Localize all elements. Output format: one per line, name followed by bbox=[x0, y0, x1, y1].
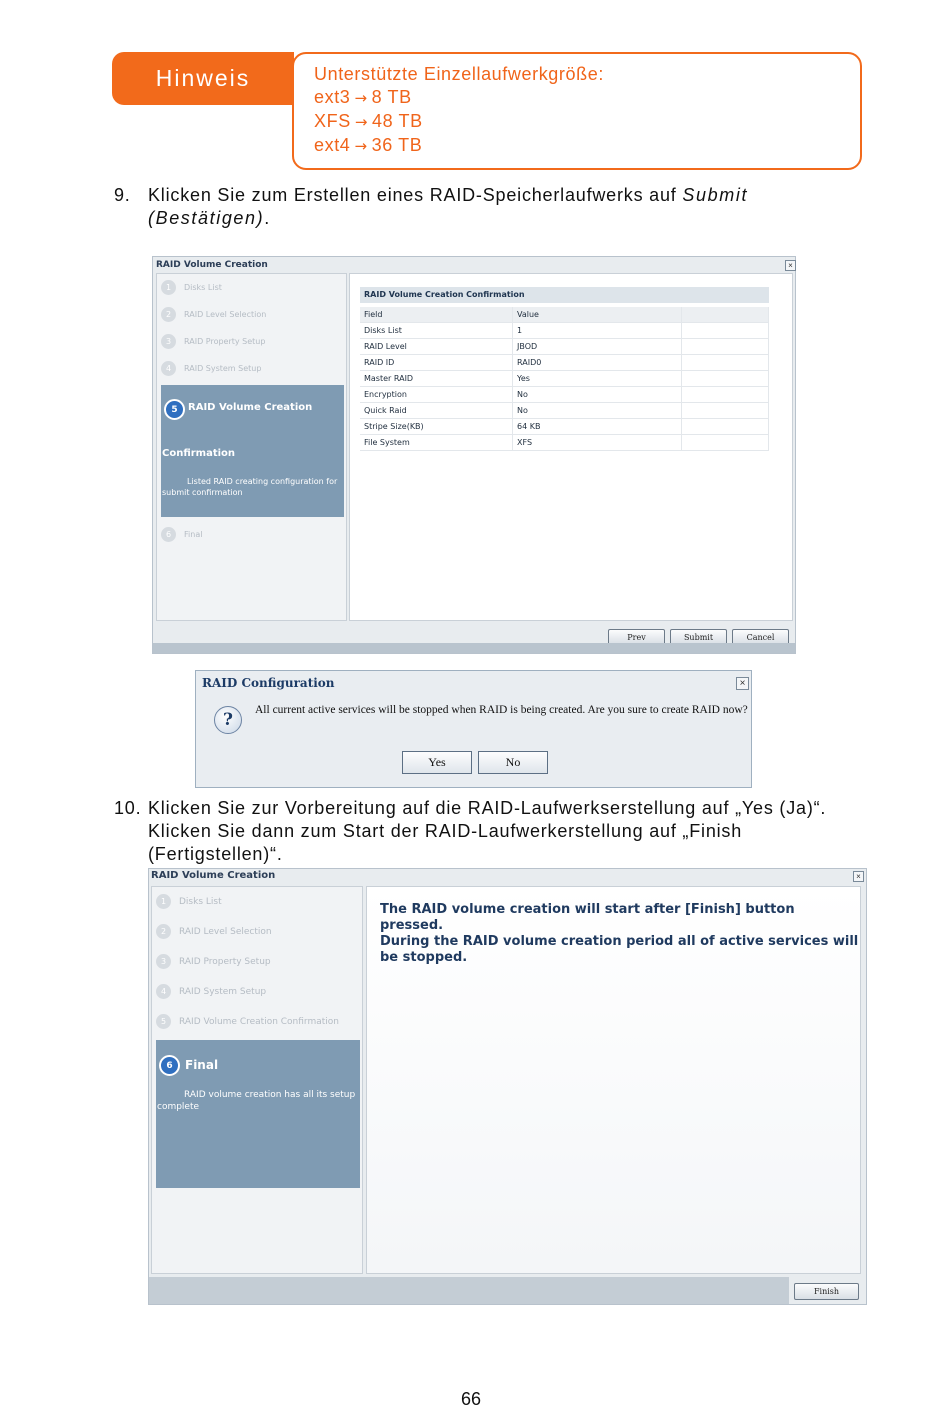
table-cell: Disks List bbox=[360, 323, 513, 339]
hint-row bbox=[314, 134, 860, 158]
table-cell: File System bbox=[360, 435, 513, 451]
table-row bbox=[360, 435, 769, 451]
final-message-line: During the RAID volume creation period all of active services will bbox=[380, 934, 859, 949]
step-9-confirm: (Bestätigen) bbox=[148, 208, 265, 228]
close-icon[interactable]: × bbox=[853, 871, 864, 882]
step-10-line: Klicken Sie zur Vorbereitung auf die RAID-Laufwerkserstellung auf „Yes (Ja)“. bbox=[148, 798, 827, 818]
step-label: Disks List bbox=[184, 283, 222, 292]
wizard-step-raid-system bbox=[161, 361, 261, 376]
step-label: RAID Volume Creation Confirmation bbox=[179, 1016, 339, 1027]
confirmation-table bbox=[360, 307, 769, 451]
step-label: Final bbox=[184, 530, 203, 539]
active-step-desc: submit confirmation bbox=[162, 488, 243, 497]
table-cell bbox=[682, 355, 769, 371]
table-cell: RAID ID bbox=[360, 355, 513, 371]
active-step-desc: Listed RAID creating configuration for bbox=[187, 477, 338, 486]
wizard-step-disks-list bbox=[161, 280, 222, 295]
yes-button[interactable]: Yes bbox=[402, 751, 472, 774]
step-number: 4 bbox=[156, 984, 171, 999]
active-step-title: RAID Volume Creation bbox=[188, 402, 313, 413]
window-title: RAID Volume Creation bbox=[156, 260, 268, 270]
step-number: 6 bbox=[161, 527, 176, 542]
table-cell: XFS bbox=[513, 435, 682, 451]
wizard-step-raid-level bbox=[156, 924, 272, 939]
finish-button[interactable]: Finish bbox=[794, 1283, 859, 1300]
hint-row bbox=[314, 110, 860, 134]
submit-button[interactable]: Submit bbox=[670, 629, 727, 645]
prev-button[interactable]: Prev bbox=[608, 629, 665, 645]
step-label: Disks List bbox=[179, 896, 222, 907]
page-number: 66 bbox=[461, 1389, 482, 1409]
table-cell bbox=[682, 435, 769, 451]
table-cell bbox=[682, 403, 769, 419]
wizard-step-raid-property bbox=[161, 334, 265, 349]
close-icon[interactable]: × bbox=[785, 260, 796, 271]
table-cell: JBOD bbox=[513, 339, 682, 355]
wizard-content bbox=[366, 886, 861, 1274]
dialog-message: All current active services will be stopped when RAID is being created. Are you sure to create RAID now? bbox=[255, 704, 748, 716]
step-number: 4 bbox=[161, 361, 176, 376]
step-label: RAID Level Selection bbox=[184, 310, 267, 319]
table-cell: No bbox=[513, 403, 682, 419]
step-10-text bbox=[148, 797, 938, 866]
hint-size: 36 TB bbox=[371, 135, 423, 155]
step-label: RAID Property Setup bbox=[179, 956, 271, 967]
active-step-title: Final bbox=[185, 1058, 219, 1072]
table-cell bbox=[682, 371, 769, 387]
table-row bbox=[360, 419, 769, 435]
active-step-desc: RAID volume creation has all its setup bbox=[184, 1090, 356, 1100]
raid-confirmation-dialog bbox=[195, 670, 752, 788]
wizard-step-raid-system bbox=[156, 984, 266, 999]
table-row bbox=[360, 371, 769, 387]
table-cell: Yes bbox=[513, 371, 682, 387]
arrow-right-icon: → bbox=[354, 89, 368, 107]
table-row bbox=[360, 323, 769, 339]
cancel-button[interactable]: Cancel bbox=[732, 629, 789, 645]
wizard-step-active bbox=[156, 1040, 360, 1188]
wizard-step-final bbox=[161, 527, 202, 542]
table-cell bbox=[682, 387, 769, 403]
table-cell: Encryption bbox=[360, 387, 513, 403]
hint-fs: ext4 bbox=[314, 135, 351, 155]
wizard-step-active bbox=[161, 385, 344, 517]
step-9-body: Klicken Sie zum Erstellen eines RAID-Speicherlaufwerks auf bbox=[148, 185, 677, 205]
table-row bbox=[360, 339, 769, 355]
table-cell: 1 bbox=[513, 323, 682, 339]
raid-wizard-final-window bbox=[148, 868, 867, 1305]
step-number: 5 bbox=[156, 1014, 171, 1029]
hint-size: 8 TB bbox=[371, 87, 412, 107]
step-9-text bbox=[148, 184, 848, 230]
table-cell: Quick Raid bbox=[360, 403, 513, 419]
step-number: 2 bbox=[161, 307, 176, 322]
arrow-right-icon: → bbox=[354, 113, 368, 131]
step-number: 3 bbox=[156, 954, 171, 969]
table-cell bbox=[682, 323, 769, 339]
table-cell bbox=[682, 419, 769, 435]
table-cell: Stripe Size(KB) bbox=[360, 419, 513, 435]
step-number: 6 bbox=[159, 1055, 180, 1076]
no-button[interactable]: No bbox=[478, 751, 548, 774]
wizard-step-raid-property bbox=[156, 954, 271, 969]
step-9-end: . bbox=[264, 208, 271, 228]
dialog-title: RAID Configuration bbox=[202, 676, 335, 690]
hint-heading: Unterstützte Einzellaufwerkgröße: bbox=[314, 64, 604, 84]
table-row bbox=[360, 403, 769, 419]
active-step-desc: complete bbox=[157, 1102, 200, 1112]
wizard-step-raid-level bbox=[161, 307, 266, 322]
wizard-steps bbox=[151, 886, 363, 1274]
step-label: RAID System Setup bbox=[179, 986, 267, 997]
step-9-number: 9. bbox=[114, 185, 131, 205]
step-number: 1 bbox=[156, 894, 171, 909]
hint-fs: XFS bbox=[314, 111, 351, 131]
hint-row bbox=[314, 86, 860, 110]
hint-fs: ext3 bbox=[314, 87, 351, 107]
table-cell: 64 KB bbox=[513, 419, 682, 435]
column-header: Field bbox=[360, 307, 513, 323]
table-cell: No bbox=[513, 387, 682, 403]
step-label: RAID Level Selection bbox=[179, 926, 272, 937]
final-message bbox=[380, 902, 860, 966]
hint-box bbox=[292, 52, 862, 170]
window-title: RAID Volume Creation bbox=[151, 870, 276, 881]
taskbar bbox=[149, 1277, 789, 1304]
step-number: 5 bbox=[164, 399, 185, 420]
table-cell: RAID0 bbox=[513, 355, 682, 371]
step-10-line: (Fertigstellen)“. bbox=[148, 844, 283, 864]
wizard-step-disks-list bbox=[156, 894, 222, 909]
step-10-line: Klicken Sie dann zum Start der RAID-Laufwerkerstellung auf „Finish bbox=[148, 821, 743, 841]
final-message-line: be stopped. bbox=[380, 950, 468, 965]
taskbar bbox=[153, 643, 795, 653]
final-message-line: The RAID volume creation will start after [Finish] button pressed. bbox=[380, 902, 795, 933]
hint-label: Hinweis bbox=[112, 52, 294, 105]
step-10-number: 10. bbox=[114, 798, 142, 818]
table-cell bbox=[682, 339, 769, 355]
table-row bbox=[360, 355, 769, 371]
close-icon[interactable]: × bbox=[736, 677, 749, 690]
table-cell: RAID Level bbox=[360, 339, 513, 355]
question-icon: ? bbox=[214, 706, 242, 734]
raid-wizard-window bbox=[152, 256, 796, 654]
step-label: RAID System Setup bbox=[184, 364, 262, 373]
step-9-submit: Submit bbox=[682, 185, 749, 205]
column-header: Value bbox=[513, 307, 682, 323]
step-number: 3 bbox=[161, 334, 176, 349]
step-label: RAID Property Setup bbox=[184, 337, 266, 346]
wizard-steps bbox=[156, 273, 347, 621]
column-header bbox=[682, 307, 769, 323]
active-step-subtitle: Confirmation bbox=[162, 448, 236, 459]
confirmation-table-title: RAID Volume Creation Confirmation bbox=[360, 287, 769, 303]
table-cell: Master RAID bbox=[360, 371, 513, 387]
step-number: 1 bbox=[161, 280, 176, 295]
wizard-content bbox=[349, 273, 793, 621]
table-row bbox=[360, 387, 769, 403]
table-header-row bbox=[360, 307, 769, 323]
step-number: 2 bbox=[156, 924, 171, 939]
arrow-right-icon: → bbox=[354, 137, 368, 155]
wizard-step-confirmation bbox=[156, 1014, 339, 1029]
hint-size: 48 TB bbox=[371, 111, 423, 131]
